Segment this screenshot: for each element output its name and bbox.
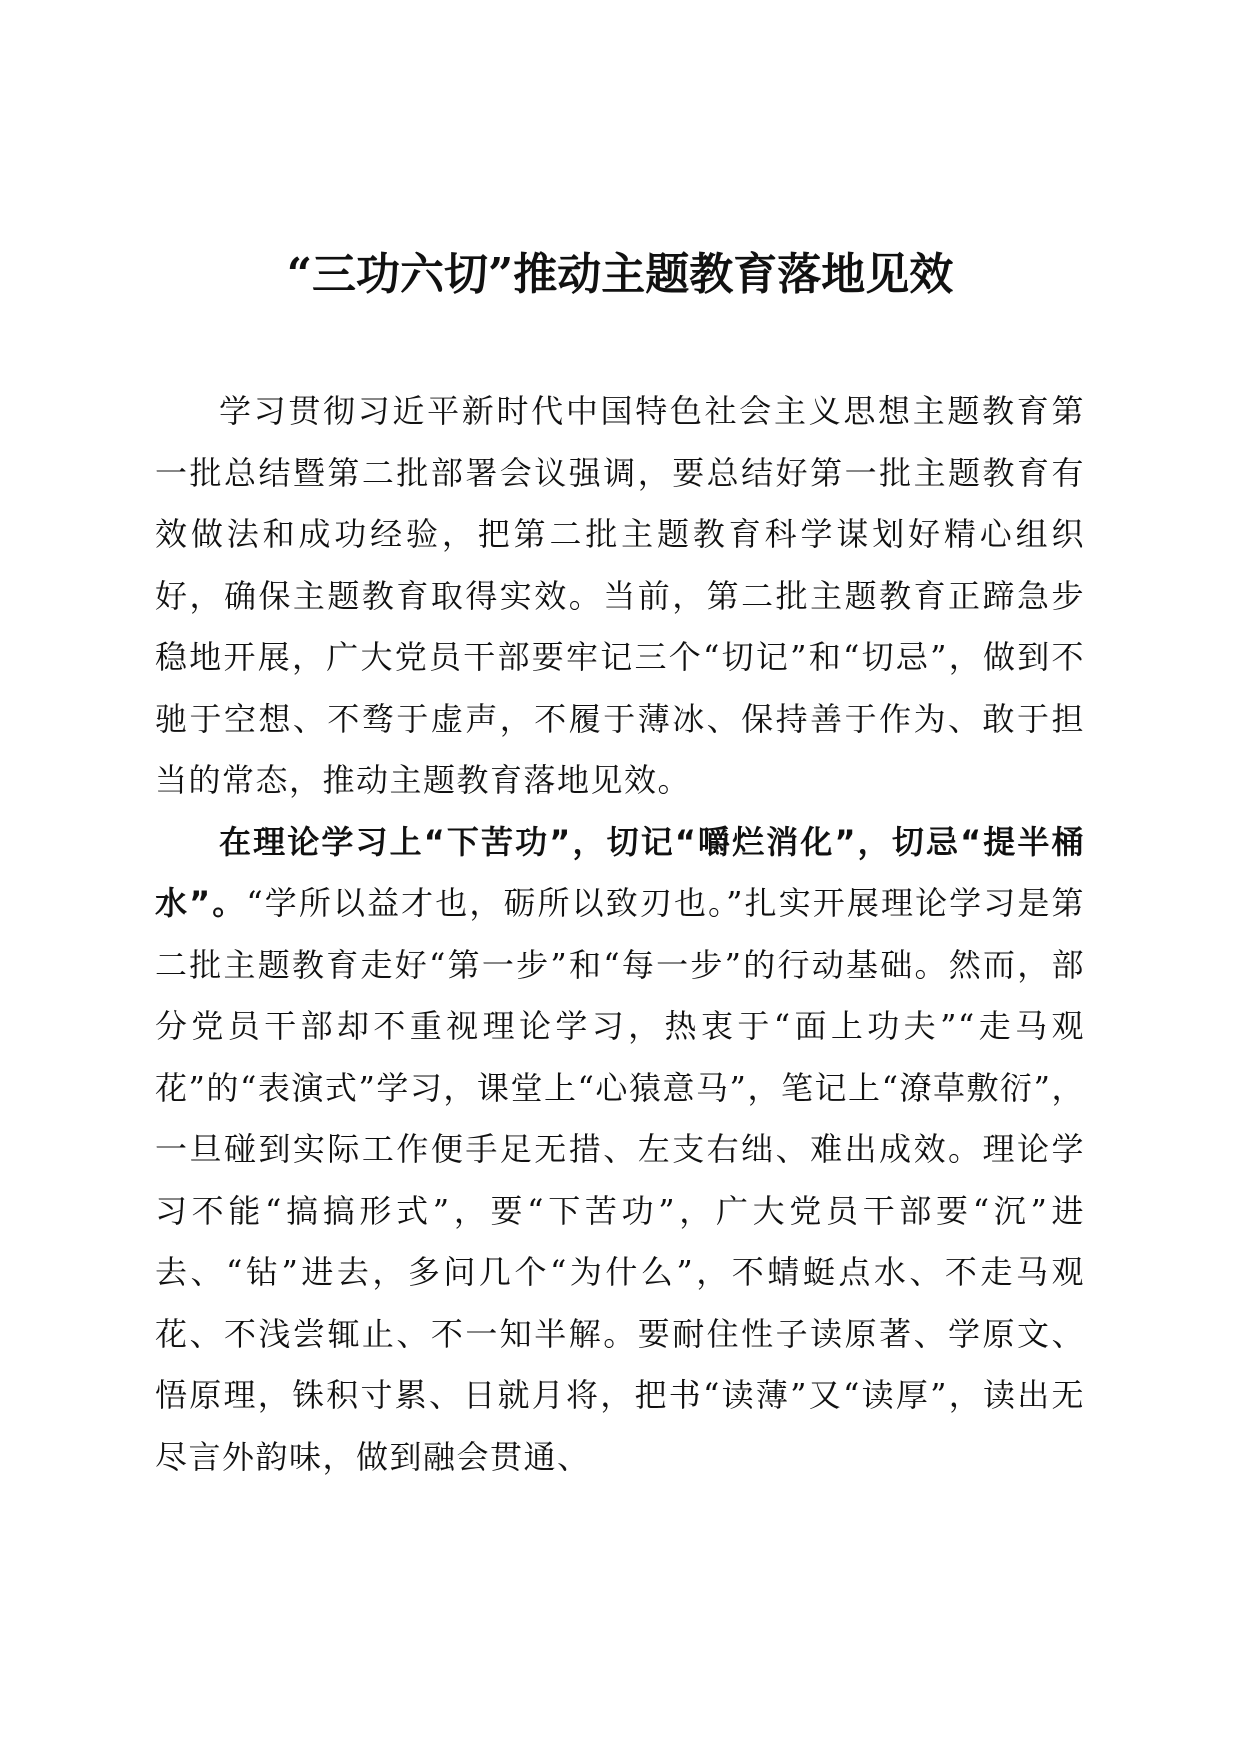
document-body [155, 381, 1085, 1488]
paragraph-intro-text: 学习贯彻习近平新时代中国特色社会主义思想主题教育第一批总结暨第二批部署会议强调，要总结好第一批主题教育有效做法和成功经验，把第二批主题教育科学谋划好精心组织好，确保主题教育取得实效。当前，第二批主题教育正蹄急步稳地开展，广大党员干部要牢记三个“切记”和“切忌”，做到不驰于空想、不骛于虚声，不履于薄冰、保持善于作为、敢于担当的常态，推动主题教育落地见效。 [155, 392, 1085, 799]
paragraph-theory-study-text: “学所以益才也，砺所以致刃也。”扎实开展理论学习是第二批主题教育走好“第一步”和“每一步”的行动基础。然而，部分党员干部却不重视理论学习，热衷于“面上功夫”“走马观花”的“表演式”学习，课堂上“心猿意马”，笔记上“潦草敷衍”，一旦碰到实际工作便手足无措、左支右绌、难出成效。理论学习不能“搞搞形式”，要“下苦功”，广大党员干部要“沉”进去、“钻”进去，多问几个“为什么”，不蜻蜓点水、不走马观花、不浅尝辄止、不一知半解。要耐住性子读原著、学原文、悟原理，铢积寸累、日就月将，把书“读薄”又“读厚”，读出无尽言外韵味，做到融会贯通、 [155, 884, 1085, 1476]
paragraph-theory-study [155, 812, 1085, 1489]
paragraph-intro [155, 381, 1085, 812]
document-title: “三功六切”推动主题教育落地见效 [286, 249, 954, 300]
paragraph-theory-study-heading: 在理论学习上“下苦功”，切记“嚼烂消化”，切忌“提半桶水”。 [155, 822, 1085, 922]
